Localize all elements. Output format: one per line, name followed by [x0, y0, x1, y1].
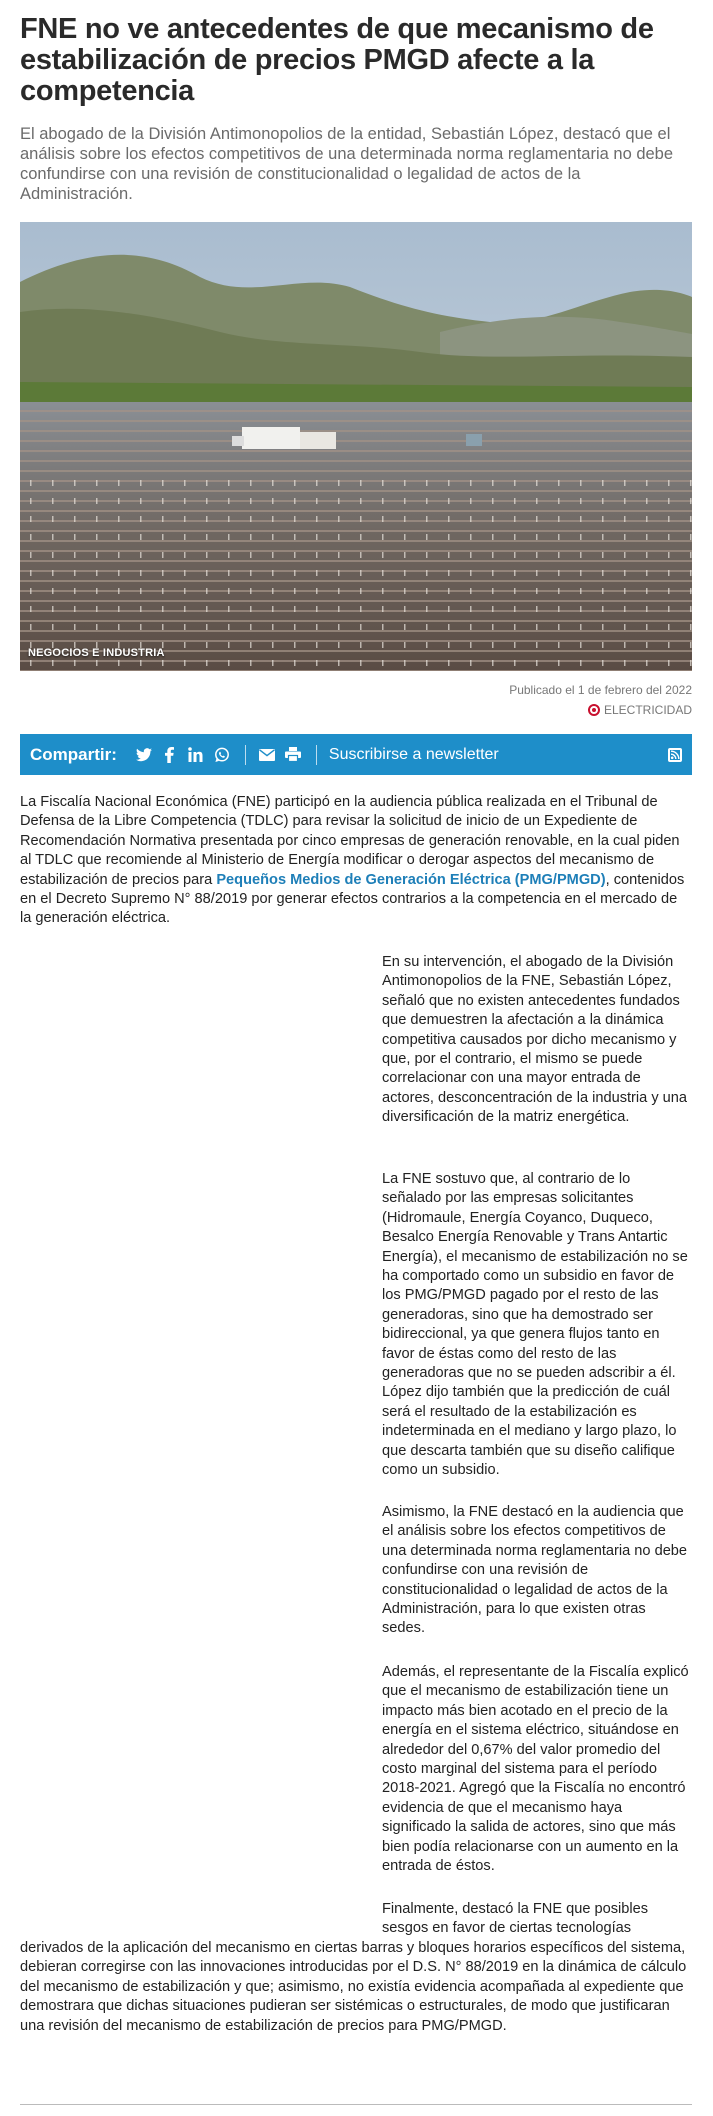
- newsletter-separator: [316, 745, 317, 765]
- print-icon[interactable]: [284, 746, 302, 764]
- body-paragraph-5: Además, el representante de la Fiscalía explicó que el mecanismo de estabilización tiene un impacto más bien acotado en el precio de la energía en el sistema eléctrico, situándose en alrededor del 0,67% del valor promedio del costo marginal del sistema para el período 2018-2021. Agregó que la Fiscalía no encontró evidencia de que el mecanismo haya significado la salida de actores, sino que más bien podía relacionarse con un aumento en la entrada de éstos.: [382, 1664, 689, 1875]
- body-paragraph-2: En su intervención, el abogado de la División Antimonopolios de la FNE, Sebastián López, señaló que no existen antecedentes fundados que demuestren la afectación a la dinámica competitiva causados por dicho mecanismo y que, por el contrario, el mismo se puede correlacionar con una mayor entrada de actores, desconcentración de la industria y una diversificación de la matriz energética.: [382, 954, 688, 1126]
- article-title: FNE no ve antecedentes de que mecanismo de estabilización de precios PMGD afecte a la competencia: [20, 13, 654, 107]
- newsletter-link[interactable]: Suscribirse a newsletter: [328, 745, 499, 763]
- body-paragraph-6-rest: derivados de la aplicación del mecanismo en ciertas barras y bloques horarios específicos del sistema, debieran corregirse con las innovaciones introducidas por el D.S. N° 88/2019 en la dinámica de cálculo del mecanismo de estabilización y que; asimismo, no existía evidencia acompañada al expediente que demostrara que dichas situaciones pudieran ser sistémicas o estructurales, de modo que justificaran una revisión del mecanismo de estabilización de precios para PMG/PMGD.: [20, 1940, 687, 2034]
- body-paragraph-4: Asimismo, la FNE destacó en la audiencia que el análisis sobre los efectos competitivos de una determinada norma reglamentaria no debe confundirse con una revisión de constitucionalidad o legalidad de actos de la Administración, para lo que existen otras sedes.: [382, 1504, 688, 1637]
- publish-date: Publicado el 1 de febrero del 2022: [509, 683, 692, 697]
- linkedin-icon[interactable]: [187, 746, 205, 764]
- image-section-label: NEGOCIOS E INDUSTRIA: [28, 647, 165, 659]
- body-paragraph-3: La FNE sostuvo que, al contrario de lo señalado por las empresas solicitantes (Hidromaule, Energía Coyanco, Duqueco, Besalco Energía Renovable y Trans Antartic Energía), el mecanismo de estabilización no se ha comportado como un subsidio en favor de los PMG/PMGD pagado por el resto de las generadoras, sino que ha demostrado ser bidireccional, ya que genera flujos tanto en favor de éstas como del resto de las generadoras que no se pueden adscribir a él. López dijo también que la predicción de cuál será el resultado de la estabilización es indeterminada en el mediano y largo plazo, lo que descarta también que su diseño califique como un subsidio.: [382, 1171, 688, 1479]
- share-label: Compartir:: [30, 744, 117, 764]
- p1-text-before: La Fiscalía Nacional Económica (FNE) participó en la audiencia pública realizada en el Tribunal de Defensa de la Libre Competencia (TDLC) para revisar la solicitud de inicio de un Expediente de Recomendación Normativa presentada por cinco empresas de generación renovable, en la cual piden al TDLC que recomiende al Ministerio de Energía modificar o derogar aspectos del mecanismo de estabilización de precios para: [20, 794, 680, 888]
- email-icon[interactable]: [258, 746, 276, 764]
- rss-icon[interactable]: [668, 748, 682, 762]
- footer-divider: [20, 2104, 692, 2105]
- category-label[interactable]: ELECTRICIDAD: [603, 703, 692, 717]
- article-lead: El abogado de la División Antimonopolios de la entidad, Sebastián López, destacó que el análisis sobre los efectos competitivos de una determinada norma reglamentaria no debe confundirse con una revisión de constitucionalidad o legalidad de actos de la Administración.: [20, 125, 674, 203]
- share-separator: [245, 745, 246, 765]
- article-meta: [20, 682, 692, 720]
- solar-farm-illustration: [20, 222, 692, 671]
- category-tag[interactable]: [588, 702, 692, 718]
- share-bar: [20, 734, 692, 775]
- body-paragraph-6-start: Finalmente, destacó la FNE que posibles sesgos en favor de ciertas tecnologías: [382, 1901, 649, 1937]
- whatsapp-icon[interactable]: [213, 746, 231, 764]
- body-paragraph-1: [20, 793, 692, 929]
- p1-text-after: , contenidos en el Decreto Supremo N° 88/2019 por generar efectos contrarios a la competencia en el mercado de la generación eléctrica.: [20, 871, 685, 927]
- category-dot-icon: [588, 704, 600, 716]
- hero-image: [20, 222, 692, 671]
- facebook-icon[interactable]: [161, 746, 179, 764]
- pmgd-link[interactable]: Pequeños Medios de Generación Eléctrica (PMG/PMGD): [216, 871, 606, 888]
- twitter-icon[interactable]: [135, 746, 153, 764]
